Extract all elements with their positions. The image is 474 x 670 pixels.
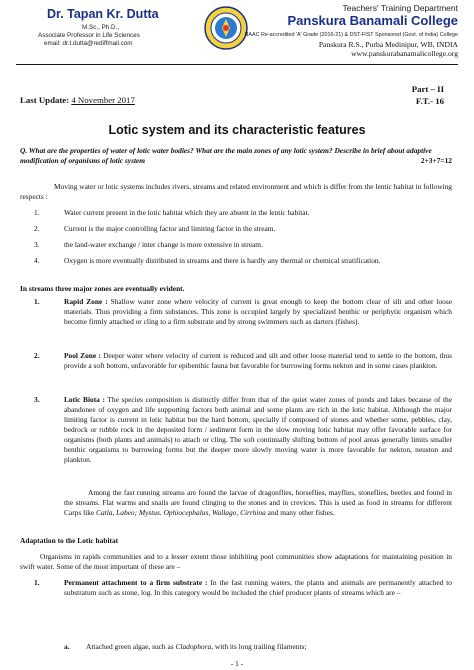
list-text: Water current present in the lotic habitat which they are absent in the lentic habitat. — [64, 208, 310, 217]
list-num: 1. — [34, 208, 40, 217]
page-number: - 1 - — [230, 659, 244, 668]
respects-list — [20, 208, 452, 278]
list-item — [20, 256, 452, 278]
adaptation-intro: Organisms in rapids communities and to a lesser extent those inhibiting pool communities show adaptations for maintaining position in swift water. Some of the most important of these are – — [20, 552, 452, 571]
list-num: 2. — [34, 351, 40, 360]
zone-name: Pool Zone : — [64, 351, 101, 360]
list-text: the land-water exchange / inter change is more extensive in stream. — [64, 240, 263, 249]
adaptation-heading: Adaptation to the Lotic habitat — [20, 536, 119, 545]
list-item — [20, 578, 452, 610]
sub-item-italic: Cladophora — [175, 642, 212, 651]
fast-running-end: and many other fishes. — [265, 508, 335, 517]
list-num: 1. — [34, 297, 40, 306]
sub-item-before: Attached green algae, such as — [86, 642, 176, 651]
sub-items-list — [20, 642, 452, 654]
college-website[interactable]: www.panskurabanamalicollege.org — [351, 49, 458, 58]
fast-running-text: Among the fast running streams are found the larvae of dragonflies, horseflies, mayflies, stoneflies, beetles and found in the streams. Flat warms and snails are found clinging to the stones and in crevices. This is used as food in streams for different Carps like — [64, 488, 452, 517]
list-num: 3. — [34, 395, 40, 404]
author-name: Dr. Tapan Kr. Dutta — [47, 7, 159, 21]
zone-name: Lotic Biota : — [64, 395, 105, 404]
zone-text: Shallow water zone where velocity of current is great enough to keep the bottom clear of silt and other loose materials. Thus providing a firm substances. This zone is occupied largely by specialized benthic or periphytic organism which become firmly attached or cling to a firm substrate and by strong swimmers such as darters (fishes). — [64, 297, 452, 326]
ft-label: F.T.- 16 — [415, 96, 444, 106]
list-item — [20, 642, 452, 654]
question-text: Q. What are the properties of water of lotic water bodies? What are the main zones of any lotic system? Describe in brief about adaptive modification of organisms of lotic system — [20, 146, 432, 165]
zone-text: Deeper water where velocity of current is reduced and silt and other loose material tend to settle to the bottom, thus provide a soft bottom, unfavorable for epibenthic fauna but favorable for burrowing forms nekton and in some cases plankton. — [64, 351, 452, 370]
question-marks: 2+3+7=12 — [420, 156, 452, 165]
list-text: Current is the major controlling factor and limiting factor in the stream. — [64, 224, 276, 233]
college-name: Panskura Banamali College — [287, 13, 458, 28]
dept-name: Teachers' Training Department — [342, 3, 458, 13]
last-update-label: Last Update: — [20, 95, 70, 105]
author-email: email: dr.t.dutta@rediffmail.com — [44, 40, 133, 47]
list-item — [20, 208, 452, 221]
question — [20, 146, 452, 166]
author-degree: M.Sc., Ph.D., — [82, 24, 120, 31]
intro-paragraph: Moving water or lotic systems includes rivers, streams and related environment and which is differ from the lentic habitat in following respects : — [20, 182, 452, 201]
list-num: 3. — [34, 240, 40, 249]
header-divider — [16, 64, 458, 65]
last-update — [20, 95, 135, 105]
college-logo-icon — [204, 6, 248, 50]
college-address: Panskura R.S., Purba Medinipur, WB, INDIA — [318, 40, 458, 49]
list-num: 1. — [34, 578, 40, 587]
list-item — [20, 240, 452, 253]
zone-paragraph — [64, 297, 452, 327]
list-num: a. — [64, 642, 70, 651]
part-label: Part – II — [411, 84, 444, 94]
list-item — [20, 351, 452, 393]
zone-paragraph — [64, 351, 452, 371]
zones-heading: In streams three major zones are eventually evident. — [20, 284, 185, 293]
list-item — [20, 224, 452, 237]
sub-item-after: , with its long trailing filaments; — [211, 642, 307, 651]
list-num: 2. — [34, 224, 40, 233]
zone-paragraph — [64, 395, 452, 465]
sub-item-text — [86, 642, 452, 652]
zone-text: The species composition is distinctly differ from that of the quiet water zones of ponds and lakes because of the abandonee of oxygen and life supporting factors both animal and some plants are rich in the lotic habitat. Although the major limiting factor is current in lotic habitat but the hard bottom, specially if composed of stones and whether some, pebbles, clay, bedrock or rubble rock in the deposited form / sediment form in the slow moving lotic habitat may offer favorable surface for organisms (both plants and animals) to attach or cling. The soft continually shifting bottom of pool areas generally limits smaller benthic organisms to burrowing forms but the deeper more slowly moving water is more favorable for nekton, neuston and plankton. — [64, 395, 452, 464]
fast-running-paragraph — [64, 488, 452, 518]
zone-name: Rapid Zone : — [64, 297, 108, 306]
last-update-date: 4 November 2017 — [71, 95, 135, 105]
list-num: 4. — [34, 256, 40, 265]
author-position: Associate Professor in Life Sciences — [38, 32, 140, 39]
list-text: Oxygen is more eventually distributed in streams and there is hardly any thermal or chemical stratification. — [64, 256, 381, 265]
accreditation-text: NAAC Re-accredited 'A' Grade (2016-21) & DST-FIST Sponsored (Govt. of India) College — [244, 32, 458, 38]
list-item — [20, 297, 452, 349]
page-title: Lotic system and its characteristic features — [108, 123, 366, 137]
adaptation-paragraph — [64, 578, 452, 598]
fish-names: Catla, Labeo; Mystus. Ophiocephalus, Wallago, Cirrhina — [96, 508, 266, 517]
adaptation-name: Permanent attachment to a firm substrate : — [64, 578, 208, 587]
adaptations-list — [20, 578, 452, 610]
adaptation-text: In the fast running waters, the plants and animals are permanently attached to substratum such as stone, log. In this category would be included the chief producer plants of streams which are – — [64, 578, 452, 597]
